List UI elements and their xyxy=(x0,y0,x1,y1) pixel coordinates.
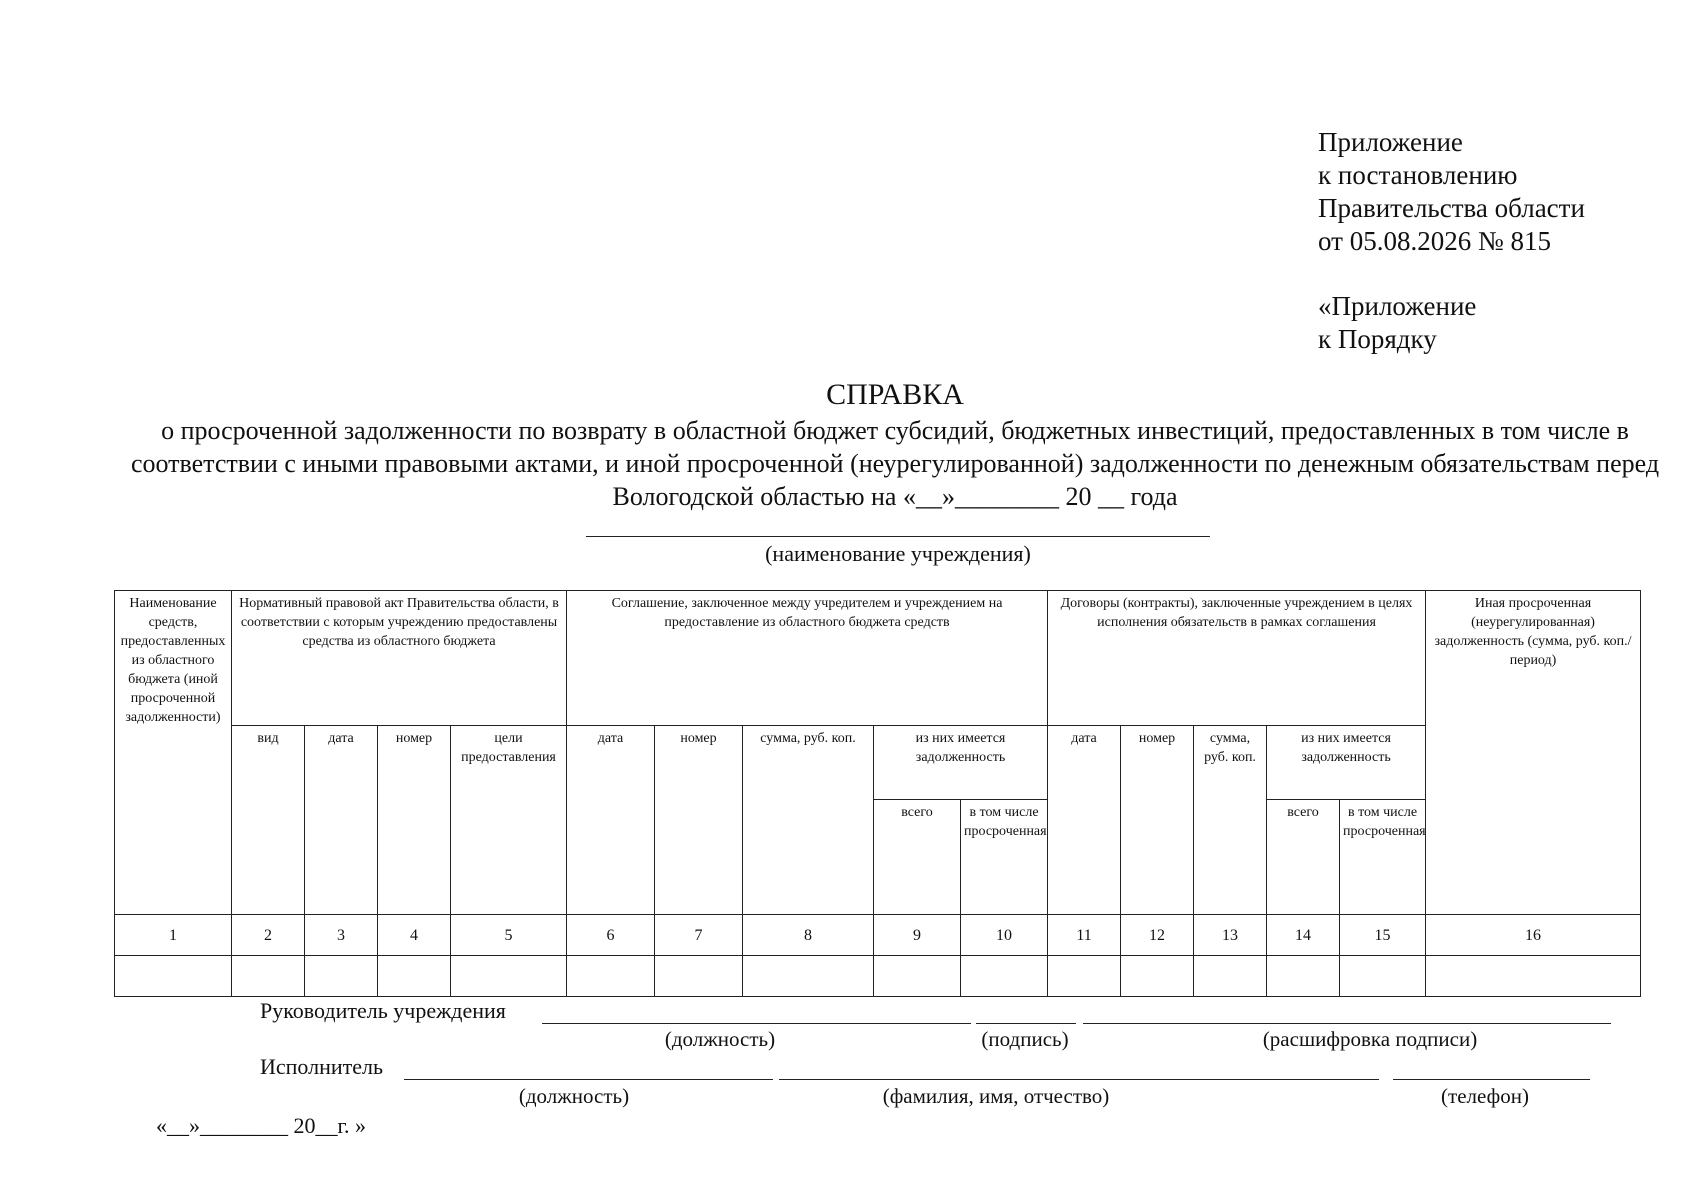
table-cell[interactable] xyxy=(874,956,961,997)
column-number: 5 xyxy=(451,915,567,956)
executor-label: Исполнитель xyxy=(260,1054,384,1079)
group-header-agreement: Соглашение, заключенное между учредителем и учреждением на предоставление из областного бюджета средств xyxy=(567,591,1048,726)
appendix-line: Правительства области xyxy=(1318,193,1585,223)
table-cell[interactable] xyxy=(1194,956,1267,997)
head-signature-decoding-caption: (расшифровка подписи) xyxy=(1262,1027,1478,1051)
column-number: 9 xyxy=(874,915,961,956)
column-number: 15 xyxy=(1340,915,1426,956)
executor-position-line[interactable] xyxy=(404,1079,773,1080)
column-number: 3 xyxy=(305,915,378,956)
executor-phone-caption: (телефон) xyxy=(1441,1084,1529,1108)
table-cell[interactable] xyxy=(378,956,451,997)
col-header-agreement-sum: сумма, руб. коп. xyxy=(743,726,874,915)
executor-position-caption: (должность) xyxy=(518,1084,630,1108)
group-header-contracts: Договоры (контракты), заключенные учреждением в целях исполнения обязательств в рамках соглашения xyxy=(1048,591,1426,726)
appendix-line: к постановлению xyxy=(1318,160,1518,190)
appendix-header xyxy=(1318,126,1585,356)
col-header-act-purpose: цели предоставления xyxy=(451,726,567,915)
inner-appendix-line: к Порядку xyxy=(1318,324,1437,354)
institution-name-caption: (наименование учреждения) xyxy=(765,541,1031,566)
column-number: 6 xyxy=(567,915,655,956)
column-number: 16 xyxy=(1426,915,1641,956)
executor-name-caption: (фамилия, имя, отчество) xyxy=(882,1084,1110,1108)
institution-name-line[interactable] xyxy=(586,536,1210,537)
head-signature-decoding-line[interactable] xyxy=(1083,1023,1611,1024)
column-number: 4 xyxy=(378,915,451,956)
col-header-act-date: дата xyxy=(305,726,378,915)
table-cell[interactable] xyxy=(1121,956,1194,997)
col-header-agreement-debt-overdue: в том числе просроченная xyxy=(961,800,1048,915)
col-header-contract-debt-total: всего xyxy=(1267,800,1340,915)
table-cell[interactable] xyxy=(451,956,567,997)
appendix-line: от 05.08.2026 № 815 xyxy=(1318,226,1551,256)
table-cell[interactable] xyxy=(961,956,1048,997)
document-title: СПРАВКА xyxy=(826,378,964,411)
col-header-contract-debt: из них имеется задолженность xyxy=(1267,726,1426,800)
table-row xyxy=(115,956,1641,997)
inner-appendix-line: «Приложение xyxy=(1318,291,1477,321)
col-header-act-number: номер xyxy=(378,726,451,915)
date-line: «__»________ 20__г. » xyxy=(156,1113,367,1138)
column-numbers-row xyxy=(115,915,1641,956)
col-header-other-debt: Иная просроченная (неурегулированная) задолженность (сумма, руб. коп./период) xyxy=(1426,591,1641,915)
column-number: 12 xyxy=(1121,915,1194,956)
table-cell[interactable] xyxy=(1426,956,1641,997)
column-number: 8 xyxy=(743,915,874,956)
column-number: 1 xyxy=(115,915,232,956)
column-number: 13 xyxy=(1194,915,1267,956)
column-number: 2 xyxy=(232,915,305,956)
executor-phone-line[interactable] xyxy=(1393,1079,1590,1080)
document-subtitle: о просроченной задолженности по возврату в областной бюджет субсидий, бюджетных инвестиций, предоставленных в том числе в соответствии с иными правовыми актами, и иной просроченной (неурегулированной) задолженности по денежным обязательствам перед Вологодской областью на «__»________ 20 __ года xyxy=(130,416,1660,511)
col-header-contract-date: дата xyxy=(1048,726,1121,915)
table-cell[interactable] xyxy=(1048,956,1121,997)
table-cell[interactable] xyxy=(655,956,743,997)
debt-report-table xyxy=(114,590,1641,997)
col-header-act-type: вид xyxy=(232,726,305,915)
col-header-contract-sum: сумма, руб. коп. xyxy=(1194,726,1267,915)
col-header-contract-debt-overdue: в том числе просроченная xyxy=(1340,800,1426,915)
col-header-agreement-number: номер xyxy=(655,726,743,915)
col-header-agreement-date: дата xyxy=(567,726,655,915)
table-cell[interactable] xyxy=(567,956,655,997)
column-number: 7 xyxy=(655,915,743,956)
table-cell[interactable] xyxy=(232,956,305,997)
col-header-funds-name: Наименование средств, предоставленных из областного бюджета (иной просроченной задолженности) xyxy=(115,591,232,915)
group-header-legal-act: Нормативный правовой акт Правительства области, в соответствии с которым учреждению предоставлены средства из областного бюджета xyxy=(232,591,567,726)
head-label: Руководитель учреждения xyxy=(260,998,506,1023)
table-cell[interactable] xyxy=(1267,956,1340,997)
table-cell[interactable] xyxy=(115,956,232,997)
executor-name-line[interactable] xyxy=(779,1079,1379,1080)
column-number: 14 xyxy=(1267,915,1340,956)
head-signature-caption: (подпись) xyxy=(981,1027,1069,1051)
column-number: 10 xyxy=(961,915,1048,956)
col-header-agreement-debt: из них имеется задолженность xyxy=(874,726,1048,800)
table-cell[interactable] xyxy=(743,956,874,997)
table-cell[interactable] xyxy=(305,956,378,997)
column-number: 11 xyxy=(1048,915,1121,956)
head-position-caption: (должность) xyxy=(664,1027,776,1051)
head-signature-line[interactable] xyxy=(976,1023,1076,1024)
col-header-contract-number: номер xyxy=(1121,726,1194,915)
col-header-agreement-debt-total: всего xyxy=(874,800,961,915)
appendix-line: Приложение xyxy=(1318,127,1463,157)
head-position-line[interactable] xyxy=(542,1023,971,1024)
table-cell[interactable] xyxy=(1340,956,1426,997)
